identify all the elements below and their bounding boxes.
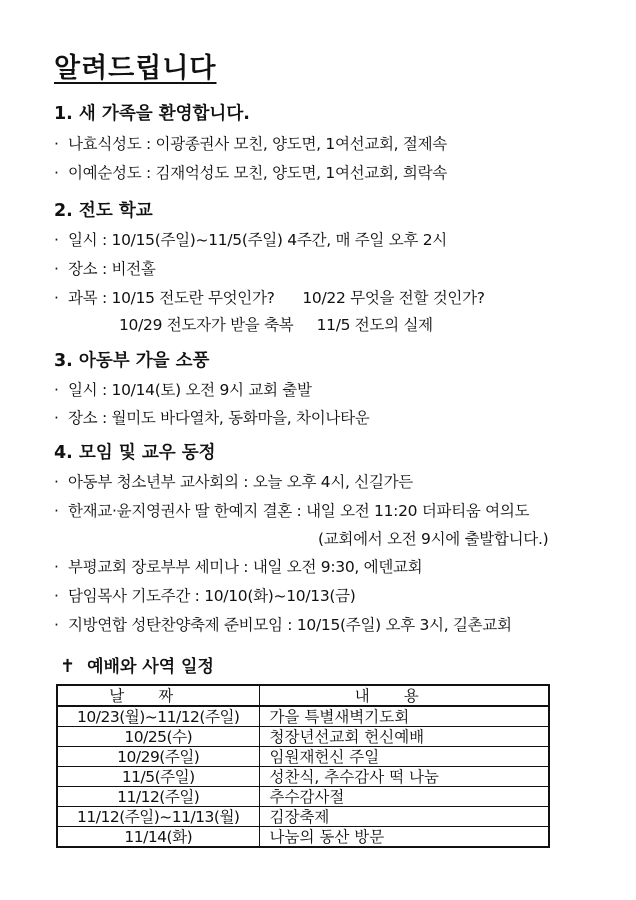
section-heading-evangelism-school: 2. 전도 학교: [54, 201, 153, 221]
row-content: 성찬식, 추수감사 떡 나눔: [259, 767, 549, 787]
schedule-heading: [60, 652, 214, 677]
bullet-dot: ·: [54, 289, 59, 307]
picnic-place-line: [54, 406, 369, 428]
new-family-line-1: [54, 132, 447, 154]
evangelism-subject-line: [54, 286, 485, 308]
bullet-dot: ·: [54, 616, 59, 634]
table-row: [57, 827, 549, 848]
meeting-line-3: [54, 555, 422, 577]
evangelism-date-line: [54, 228, 447, 250]
table-row: [57, 706, 549, 727]
row-content: 추수감사절: [259, 787, 549, 807]
line-text: 담임목사 기도주간 : 10/10(화)~10/13(금): [68, 587, 356, 605]
row-date: 11/5(주일): [57, 767, 259, 787]
bullet-dot: ·: [54, 260, 59, 278]
picnic-date-line: [54, 378, 312, 400]
evangelism-subject-line-2: 10/29 전도자가 받을 축복 11/5 전도의 실제: [119, 316, 433, 334]
table-row: [57, 727, 549, 747]
bullet-dot: ·: [54, 473, 59, 491]
page-title: 알려드립니다: [54, 53, 217, 84]
row-content: 김장축제: [259, 807, 549, 827]
row-content: 나눔의 동산 방문: [259, 827, 549, 848]
bullet-dot: ·: [54, 502, 59, 520]
line-text: 아동부 청소년부 교사회의 : 오늘 오후 4시, 신길가든: [68, 473, 413, 491]
line-text: 부평교회 장로부부 세미나 : 내일 오전 9:30, 에덴교회: [68, 558, 423, 576]
row-date: 11/12(주일): [57, 787, 259, 807]
row-date: 11/12(주일)~11/13(월): [57, 807, 259, 827]
schedule-heading-text: 예배와 사역 일정: [87, 657, 214, 677]
bullet-dot: ·: [54, 135, 59, 153]
col-header-date: 날짜: [57, 685, 259, 706]
line-text: 일시 : 10/14(토) 오전 9시 교회 출발: [68, 381, 312, 399]
section-heading-meetings: 4. 모임 및 교우 동정: [54, 443, 216, 463]
section-heading-new-family: 1. 새 가족을 환영합니다.: [54, 104, 250, 124]
evangelism-place-line: [54, 257, 156, 279]
line-text: 지방연합 성탄찬양축제 준비모임 : 10/15(주일) 오후 3시, 길촌교회: [68, 616, 512, 634]
col-header-content: 내용: [259, 685, 549, 706]
row-date: 10/23(월)~11/12(주일): [57, 706, 259, 727]
bullet-dot: ·: [54, 409, 59, 427]
schedule-table: [56, 684, 550, 848]
line-text: 장소 : 월미도 바다열차, 동화마을, 차이나타운: [68, 409, 370, 427]
meeting-line-5: [54, 613, 512, 635]
line-text: 일시 : 10/15(주일)~11/5(주일) 4주간, 매 주일 오후 2시: [68, 231, 447, 249]
row-date: 11/14(화): [57, 827, 259, 848]
row-content: 청장년선교회 헌신예배: [259, 727, 549, 747]
meeting-line-1: [54, 470, 413, 492]
bullet-dot: ·: [54, 164, 59, 182]
row-content: 가을 특별새벽기도회: [259, 706, 549, 727]
new-family-line-2: [54, 161, 447, 183]
meeting-line-2-note: (교회에서 오전 9시에 출발합니다.): [318, 530, 549, 548]
table-row: [57, 807, 549, 827]
line-text: 과목 : 10/15 전도란 무엇인가? 10/22 무엇을 전할 것인가?: [68, 289, 485, 307]
row-content: 임원재헌신 주일: [259, 747, 549, 767]
table-row: [57, 747, 549, 767]
section-heading-children-picnic: 3. 아동부 가을 소풍: [54, 351, 210, 371]
line-text: 나효식성도 : 이광종권사 모친, 양도면, 1여선교회, 절제속: [68, 135, 447, 153]
line-text: 한재교·윤지영권사 딸 한예지 결혼 : 내일 오전 11:20 더파티움 여의도: [68, 502, 530, 520]
bullet-dot: ·: [54, 231, 59, 249]
meeting-line-4: [54, 584, 356, 606]
bullet-dot: ·: [54, 381, 59, 399]
line-text: 장소 : 비전홀: [68, 260, 156, 278]
bullet-dot: ·: [54, 587, 59, 605]
cross-icon: ✝: [60, 656, 76, 677]
table-row: [57, 787, 549, 807]
meeting-line-2: [54, 499, 529, 521]
row-date: 10/25(수): [57, 727, 259, 747]
line-text: 이예순성도 : 김재억성도 모친, 양도면, 1여선교회, 희락속: [68, 164, 447, 182]
bullet-dot: ·: [54, 558, 59, 576]
table-row: [57, 767, 549, 787]
row-date: 10/29(주일): [57, 747, 259, 767]
table-header-row: [57, 685, 549, 706]
